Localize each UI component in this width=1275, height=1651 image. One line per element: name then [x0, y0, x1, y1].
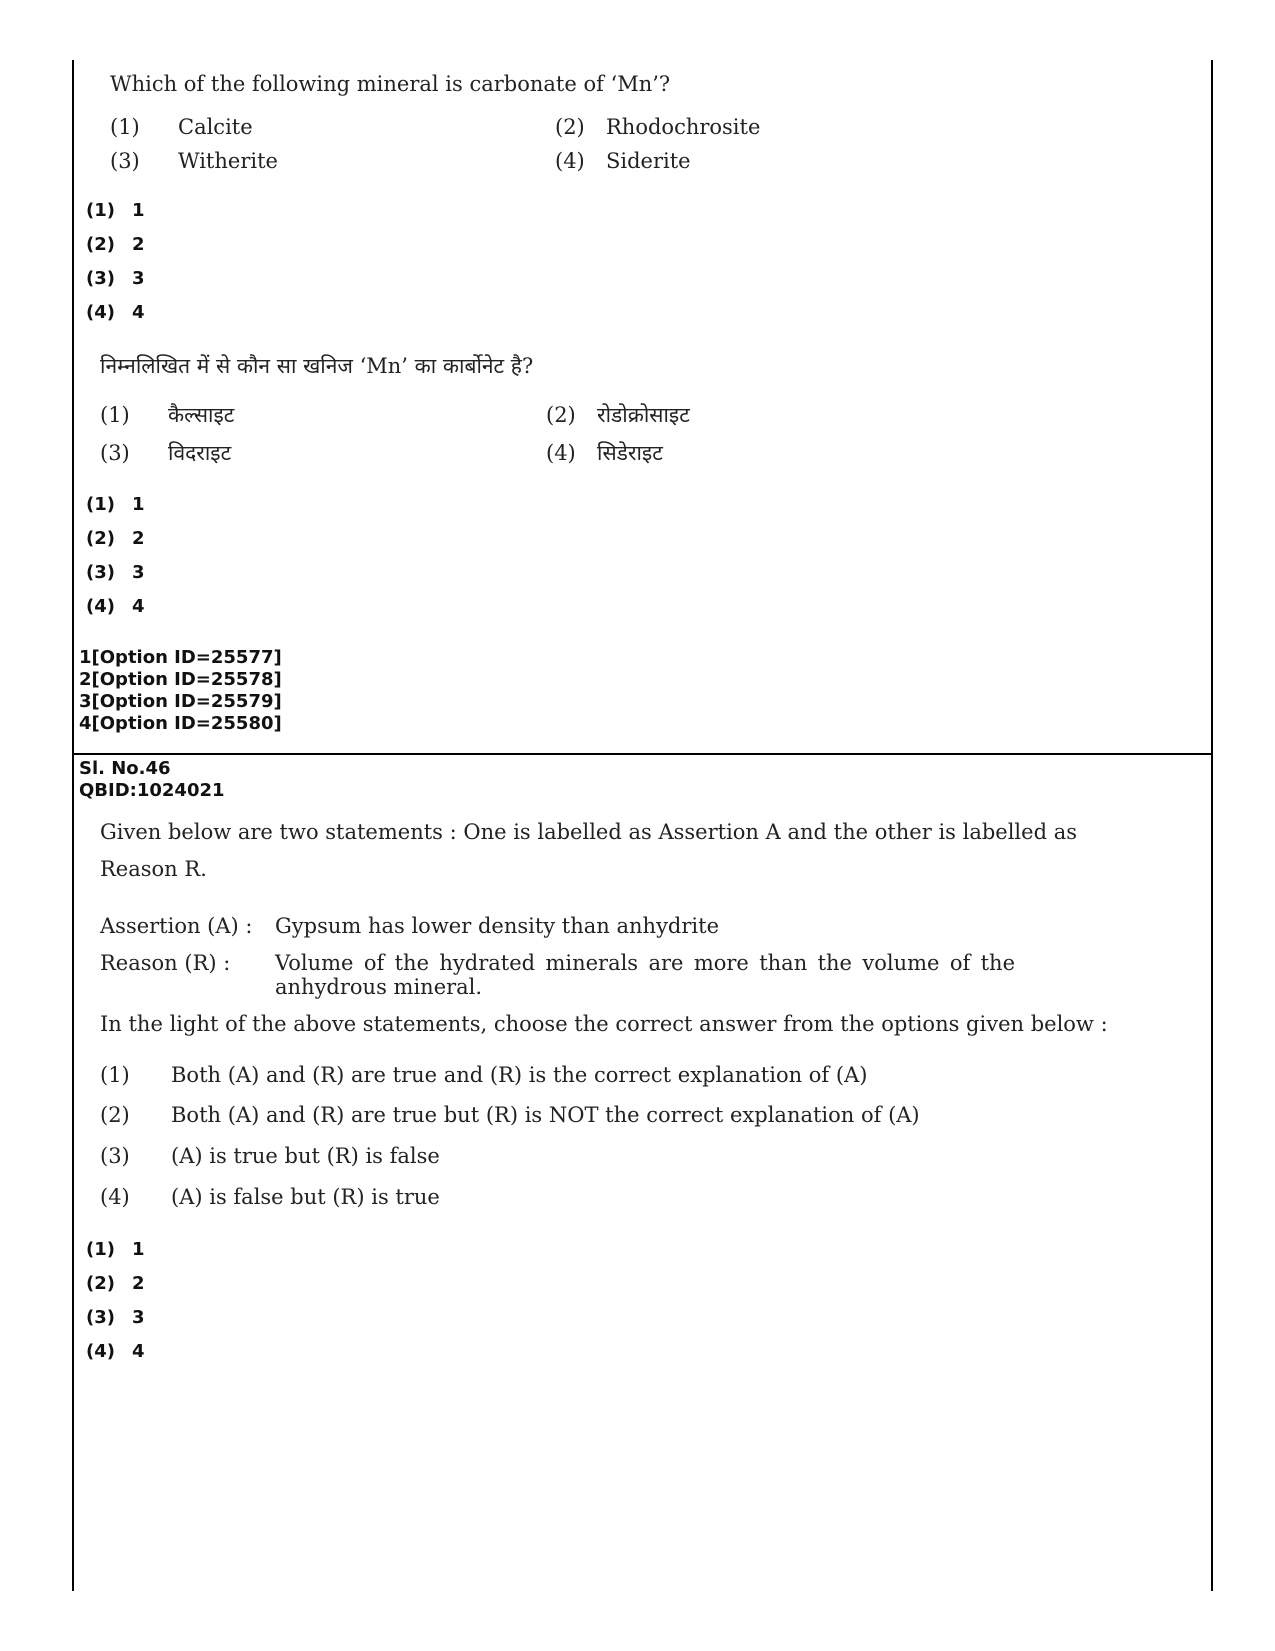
answer-choice[interactable]: (1) 1 — [86, 494, 145, 515]
answer-choice[interactable]: (4) 4 — [86, 1341, 145, 1362]
qbid: QBID:1024021 — [79, 780, 225, 801]
section-divider — [72, 753, 1213, 755]
assertion-label: Assertion (A) : — [100, 914, 253, 938]
answer-choice[interactable]: (2) 2 — [86, 234, 145, 255]
option-id: 2[Option ID=25578] — [79, 669, 282, 690]
option-id: 3[Option ID=25579] — [79, 691, 282, 712]
answer-choice[interactable]: (2) 2 — [86, 1273, 145, 1294]
q46-instruction: In the light of the above statements, choose the correct answer from the options given below : — [100, 1012, 1108, 1036]
answer-choice[interactable]: (4) 4 — [86, 596, 145, 617]
answer-choice[interactable]: (3) 3 — [86, 1307, 145, 1328]
option-id-list — [79, 647, 282, 735]
answer-choice[interactable]: (2) 2 — [86, 528, 145, 549]
q45-question-hi: निम्नलिखित में से कौन सा खनिज ‘Mn’ का कार्बोनेट है? — [100, 354, 534, 378]
serial-number: Sl. No.46 — [79, 758, 171, 779]
q45-question-en: Which of the following mineral is carbonate of ‘Mn’? — [110, 72, 671, 96]
left-border — [72, 60, 74, 1591]
question-meta — [79, 758, 225, 802]
answer-choice[interactable]: (1) 1 — [86, 1239, 145, 1260]
answer-choice[interactable]: (3) 3 — [86, 562, 145, 583]
q46-intro-line-1: Given below are two statements : One is labelled as Assertion A and the other is labelled as — [100, 820, 1077, 844]
option-id: 1[Option ID=25577] — [79, 647, 282, 668]
q46-intro-line-2: Reason R. — [100, 857, 207, 881]
reason-text-line-2: anhydrous mineral. — [275, 975, 483, 999]
answer-choice[interactable]: (4) 4 — [86, 302, 145, 323]
assertion-text: Gypsum has lower density than anhydrite — [275, 914, 719, 938]
answer-choice[interactable]: (3) 3 — [86, 268, 145, 289]
answer-choice[interactable]: (1) 1 — [86, 200, 145, 221]
right-border — [1211, 60, 1213, 1591]
reason-label: Reason (R) : — [100, 951, 231, 975]
option-id: 4[Option ID=25580] — [79, 713, 282, 734]
reason-text-line-1: Volume of the hydrated minerals are more than the volume of the — [275, 951, 1015, 975]
